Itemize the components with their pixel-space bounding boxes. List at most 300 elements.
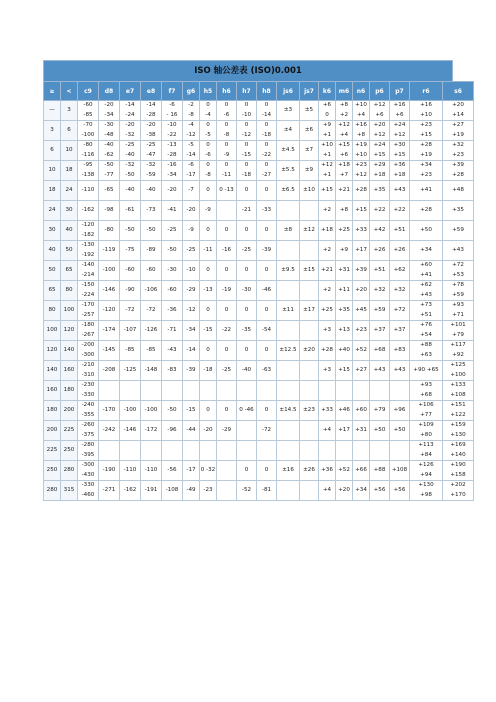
lower-deviation: -116 xyxy=(81,151,95,158)
tolerance-cell xyxy=(443,141,474,161)
upper-deviation: -72 xyxy=(146,306,156,313)
lower-deviation: -6 xyxy=(205,151,211,158)
tolerance-cell xyxy=(217,281,237,301)
tolerance-cell xyxy=(120,181,141,201)
tolerance-cell xyxy=(78,441,99,461)
upper-deviation: +17 xyxy=(338,426,350,433)
tolerance-cell xyxy=(217,341,237,361)
tolerance-cell xyxy=(257,321,277,341)
tolerance-cell xyxy=(319,161,336,181)
upper-deviation: +23 xyxy=(355,326,367,333)
upper-deviation: -4 xyxy=(188,122,194,129)
upper-deviation: ±12 xyxy=(303,226,315,233)
tolerance-cell xyxy=(370,301,390,321)
tolerance-cell xyxy=(120,201,141,221)
tolerance-cell xyxy=(162,441,183,461)
upper-deviation: +35 xyxy=(338,306,350,313)
upper-deviation: -33 xyxy=(261,206,272,213)
upper-deviation: -56 xyxy=(167,466,177,473)
lower-deviation: -355 xyxy=(81,411,95,418)
tolerance-cell xyxy=(183,481,200,501)
tolerance-cell xyxy=(336,121,353,141)
tolerance-cell xyxy=(410,381,443,401)
tolerance-table-container xyxy=(43,60,466,501)
upper-deviation: -191 xyxy=(144,486,158,493)
upper-deviation: 0 xyxy=(206,346,210,353)
upper-deviation: +108 xyxy=(391,466,408,473)
tolerance-cell xyxy=(443,101,474,121)
tolerance-cell xyxy=(183,241,200,261)
tolerance-cell xyxy=(257,141,277,161)
table-row xyxy=(44,361,474,381)
lower-deviation: -330 xyxy=(81,391,95,398)
table-row xyxy=(44,461,474,481)
upper-deviation: -110 xyxy=(81,186,95,193)
tolerance-cell xyxy=(237,361,257,381)
tolerance-cell xyxy=(141,241,162,261)
tolerance-cell xyxy=(217,241,237,261)
upper-deviation: +16 xyxy=(420,102,432,109)
tolerance-cell xyxy=(183,201,200,221)
tolerance-cell xyxy=(99,201,120,221)
tolerance-cell xyxy=(162,201,183,221)
upper-deviation: -14 xyxy=(146,102,156,109)
upper-deviation: +17 xyxy=(355,246,367,253)
upper-deviation: +83 xyxy=(393,346,406,353)
lower-deviation: -460 xyxy=(81,491,95,498)
tolerance-cell xyxy=(183,101,200,121)
upper-deviation: -106 xyxy=(144,286,158,293)
upper-deviation: -200 xyxy=(81,342,95,349)
tolerance-cell xyxy=(78,121,99,141)
upper-deviation: -80 xyxy=(104,226,114,233)
tolerance-cell xyxy=(141,101,162,121)
tolerance-cell xyxy=(120,101,141,121)
tolerance-cell xyxy=(200,341,217,361)
size-to-cell: 50 xyxy=(61,241,78,261)
upper-deviation: -172 xyxy=(144,426,158,433)
tolerance-cell xyxy=(141,181,162,201)
column-header: d8 xyxy=(99,82,120,101)
tolerance-cell xyxy=(410,441,443,461)
tolerance-cell xyxy=(162,161,183,181)
tolerance-cell xyxy=(237,241,257,261)
header-row xyxy=(44,82,474,101)
lower-deviation: -34 xyxy=(167,171,177,178)
upper-deviation: -22 xyxy=(221,326,232,333)
lower-deviation: -8 xyxy=(223,131,230,138)
upper-deviation: -96 xyxy=(167,426,177,433)
upper-deviation: -20 xyxy=(203,426,213,433)
upper-deviation: +51 xyxy=(373,266,386,273)
upper-deviation: -14 xyxy=(125,102,135,109)
column-header: h7 xyxy=(237,82,257,101)
upper-deviation: 0 xyxy=(206,226,210,233)
upper-deviation: -30 xyxy=(167,266,177,273)
upper-deviation: -180 xyxy=(81,322,95,329)
tolerance-cell xyxy=(99,461,120,481)
tolerance-cell xyxy=(443,421,474,441)
upper-deviation: -6 xyxy=(188,162,194,169)
size-to-cell: 40 xyxy=(61,221,78,241)
tolerance-cell xyxy=(336,281,353,301)
tolerance-cell xyxy=(277,381,300,401)
column-header: c9 xyxy=(78,82,99,101)
tolerance-cell xyxy=(390,221,410,241)
column-header: r6 xyxy=(410,82,443,101)
upper-deviation: -148 xyxy=(144,366,158,373)
tolerance-cell xyxy=(78,161,99,181)
tolerance-cell xyxy=(353,401,370,421)
upper-deviation: -23 xyxy=(203,486,213,493)
tolerance-cell xyxy=(319,441,336,461)
lower-deviation: -22 xyxy=(167,131,177,138)
upper-deviation: ±14.5 xyxy=(279,406,297,413)
column-header: s6 xyxy=(443,82,474,101)
tolerance-cell xyxy=(162,121,183,141)
size-from-cell: 40 xyxy=(44,241,61,261)
upper-deviation: +90 +65 xyxy=(413,366,439,373)
upper-deviation: +18 xyxy=(338,162,350,169)
lower-deviation: +15 xyxy=(373,151,386,158)
upper-deviation: 0 xyxy=(224,226,229,233)
tolerance-cell xyxy=(336,261,353,281)
tolerance-cell xyxy=(237,301,257,321)
upper-deviation: 0 xyxy=(206,102,210,109)
tolerance-cell xyxy=(217,361,237,381)
size-to-cell: 120 xyxy=(61,321,78,341)
column-header: p6 xyxy=(370,82,390,101)
table-row xyxy=(44,301,474,321)
upper-deviation: +16 xyxy=(393,102,406,109)
tolerance-cell xyxy=(277,461,300,481)
tolerance-cell xyxy=(353,241,370,261)
tolerance-cell xyxy=(336,341,353,361)
tolerance-cell xyxy=(319,421,336,441)
upper-deviation: ±11 xyxy=(282,306,294,313)
tolerance-cell xyxy=(237,221,257,241)
tolerance-cell xyxy=(370,241,390,261)
tolerance-cell xyxy=(141,461,162,481)
tolerance-cell xyxy=(120,381,141,401)
upper-deviation: +169 xyxy=(450,442,466,449)
tolerance-cell xyxy=(370,261,390,281)
tolerance-cell xyxy=(237,121,257,141)
upper-deviation: 0 xyxy=(244,142,249,149)
tolerance-cell xyxy=(183,421,200,441)
lower-deviation: -40 xyxy=(125,151,135,158)
upper-deviation: -50 xyxy=(146,226,156,233)
tolerance-cell xyxy=(78,201,99,221)
tolerance-cell xyxy=(78,421,99,441)
upper-deviation: +32 xyxy=(393,286,406,293)
tolerance-cell xyxy=(390,301,410,321)
tolerance-cell xyxy=(319,281,336,301)
tolerance-cell xyxy=(78,381,99,401)
tolerance-cell xyxy=(277,161,300,181)
tolerance-cell xyxy=(443,401,474,421)
upper-deviation: -208 xyxy=(102,366,116,373)
size-to-cell: 140 xyxy=(61,341,78,361)
tolerance-cell xyxy=(353,121,370,141)
upper-deviation: +62 xyxy=(393,266,406,273)
tolerance-cell xyxy=(336,161,353,181)
upper-deviation: +24 xyxy=(393,122,406,129)
tolerance-cell xyxy=(390,481,410,501)
tolerance-cell xyxy=(277,481,300,501)
tolerance-cell xyxy=(410,261,443,281)
upper-deviation: +202 xyxy=(450,482,466,489)
upper-deviation: +15 xyxy=(338,142,350,149)
lower-deviation: +1 xyxy=(322,151,332,158)
tolerance-cell xyxy=(237,321,257,341)
upper-deviation: +35 xyxy=(452,206,464,213)
upper-deviation: +30 xyxy=(393,142,406,149)
tolerance-cell xyxy=(99,381,120,401)
lower-deviation: -14 xyxy=(261,111,272,118)
upper-deviation: +59 xyxy=(452,226,464,233)
tolerance-cell xyxy=(319,141,336,161)
lower-deviation: -9 xyxy=(223,151,230,158)
upper-deviation: -162 xyxy=(81,206,95,213)
upper-deviation: +34 xyxy=(420,162,432,169)
upper-deviation: +8 xyxy=(339,102,349,109)
upper-deviation: 0 xyxy=(244,102,249,109)
tolerance-cell xyxy=(300,401,319,421)
upper-deviation: +73 xyxy=(420,302,432,309)
tolerance-cell xyxy=(141,441,162,461)
tolerance-cell xyxy=(200,181,217,201)
tolerance-cell xyxy=(120,361,141,381)
lower-deviation: +10 xyxy=(355,151,367,158)
upper-deviation: +106 xyxy=(418,402,434,409)
upper-deviation: +43 xyxy=(393,186,406,193)
lower-deviation: +1 xyxy=(322,131,332,138)
lower-deviation: -11 xyxy=(221,171,232,178)
upper-deviation: +39 xyxy=(355,266,367,273)
tolerance-cell xyxy=(370,161,390,181)
tolerance-cell xyxy=(443,381,474,401)
size-to-cell: 65 xyxy=(61,261,78,281)
upper-deviation: -40 xyxy=(125,186,135,193)
table-row xyxy=(44,241,474,261)
lower-deviation: +28 xyxy=(452,171,464,178)
size-from-cell: — xyxy=(44,101,61,121)
tolerance-cell xyxy=(336,181,353,201)
upper-deviation: +22 xyxy=(393,206,406,213)
tolerance-cell xyxy=(257,341,277,361)
tolerance-cell xyxy=(277,421,300,441)
lower-deviation: +23 xyxy=(452,151,464,158)
tolerance-cell xyxy=(443,261,474,281)
upper-deviation: +43 xyxy=(452,246,464,253)
upper-deviation: -85 xyxy=(125,346,135,353)
tolerance-cell xyxy=(120,421,141,441)
upper-deviation: +117 xyxy=(450,342,466,349)
lower-deviation: -47 xyxy=(146,151,156,158)
tolerance-cell xyxy=(120,281,141,301)
upper-deviation: -83 xyxy=(167,366,177,373)
upper-deviation: +3 xyxy=(322,366,332,373)
tolerance-cell xyxy=(200,361,217,381)
tolerance-cell xyxy=(443,161,474,181)
upper-deviation: +36 xyxy=(321,466,333,473)
lower-deviation: -17 xyxy=(186,171,196,178)
tolerance-cell xyxy=(257,201,277,221)
size-from-cell: 3 xyxy=(44,121,61,141)
upper-deviation: -41 xyxy=(167,206,177,213)
tolerance-cell xyxy=(99,221,120,241)
upper-deviation: 0 xyxy=(206,186,210,193)
upper-deviation: -46 xyxy=(261,286,272,293)
upper-deviation: +45 xyxy=(355,306,367,313)
tolerance-cell xyxy=(353,141,370,161)
tolerance-cell xyxy=(183,181,200,201)
tolerance-cell xyxy=(336,321,353,341)
upper-deviation: -40 xyxy=(104,142,114,149)
table-row xyxy=(44,181,474,201)
tolerance-cell xyxy=(300,121,319,141)
tolerance-cell xyxy=(353,101,370,121)
tolerance-cell xyxy=(217,461,237,481)
lower-deviation: -18 xyxy=(241,171,252,178)
tolerance-cell xyxy=(99,241,120,261)
tolerance-cell xyxy=(237,381,257,401)
upper-deviation: +2 xyxy=(322,246,332,253)
lower-deviation: +98 xyxy=(420,491,432,498)
upper-deviation: ±16 xyxy=(282,466,294,473)
tolerance-cell xyxy=(162,181,183,201)
lower-deviation: -27 xyxy=(261,171,272,178)
tolerance-cell xyxy=(277,361,300,381)
lower-deviation: -4 xyxy=(205,111,211,118)
lower-deviation: +84 xyxy=(420,451,432,458)
upper-deviation: -30 xyxy=(241,286,252,293)
upper-deviation: +20 xyxy=(338,486,350,493)
column-header: js6 xyxy=(277,82,300,101)
tolerance-cell xyxy=(277,401,300,421)
lower-deviation: +59 xyxy=(452,291,464,298)
tolerance-cell xyxy=(410,121,443,141)
upper-deviation: -119 xyxy=(102,246,116,253)
tolerance-cell xyxy=(78,261,99,281)
upper-deviation: 0 xyxy=(224,102,229,109)
upper-deviation: +32 xyxy=(373,286,386,293)
tolerance-cell xyxy=(353,201,370,221)
tolerance-cell xyxy=(319,461,336,481)
tolerance-cell xyxy=(277,321,300,341)
upper-deviation: 0 xyxy=(224,142,229,149)
upper-deviation: +34 xyxy=(420,246,432,253)
tolerance-cell xyxy=(390,121,410,141)
upper-deviation: +46 xyxy=(338,406,350,413)
lower-deviation: -32 xyxy=(125,131,135,138)
upper-deviation: -60 xyxy=(146,266,156,273)
upper-deviation: +12 xyxy=(373,102,386,109)
upper-deviation: +31 xyxy=(338,266,350,273)
upper-deviation: 0 xyxy=(244,346,249,353)
tolerance-cell xyxy=(443,181,474,201)
lower-deviation: -267 xyxy=(81,331,95,338)
lower-deviation: -50 xyxy=(125,171,135,178)
upper-deviation: -5 xyxy=(188,142,194,149)
table-row xyxy=(44,121,474,141)
lower-deviation: +77 xyxy=(420,411,432,418)
tolerance-cell xyxy=(200,221,217,241)
upper-deviation: +4 xyxy=(322,426,332,433)
tolerance-cell xyxy=(200,161,217,181)
upper-deviation: +159 xyxy=(450,422,466,429)
tolerance-cell xyxy=(257,121,277,141)
lower-deviation: -59 xyxy=(146,171,156,178)
lower-deviation: +140 xyxy=(450,451,466,458)
upper-deviation: +16 xyxy=(355,122,367,129)
upper-deviation: +27 xyxy=(452,122,464,129)
lower-deviation: +23 xyxy=(420,171,432,178)
tolerance-cell xyxy=(257,221,277,241)
lower-deviation: 0 xyxy=(325,111,329,118)
tolerance-cell xyxy=(183,281,200,301)
upper-deviation: +56 xyxy=(393,486,406,493)
size-from-cell: 24 xyxy=(44,201,61,221)
upper-deviation: 0 xyxy=(206,162,210,169)
upper-deviation: +88 xyxy=(373,466,386,473)
tolerance-cell xyxy=(277,341,300,361)
tolerance-cell xyxy=(99,121,120,141)
upper-deviation: +20 xyxy=(355,286,367,293)
lower-deviation: -24 xyxy=(125,111,135,118)
tolerance-cell xyxy=(162,481,183,501)
upper-deviation: -32 xyxy=(146,162,156,169)
size-to-cell: 3 xyxy=(61,101,78,121)
tolerance-cell xyxy=(237,181,257,201)
tolerance-cell xyxy=(120,441,141,461)
upper-deviation: +13 xyxy=(338,326,350,333)
upper-deviation: +2 xyxy=(322,286,332,293)
upper-deviation: 0 xyxy=(264,122,269,129)
tolerance-cell xyxy=(390,261,410,281)
upper-deviation: +88 xyxy=(420,342,432,349)
upper-deviation: 0 xyxy=(206,266,210,273)
lower-deviation: +54 xyxy=(420,331,432,338)
tolerance-cell xyxy=(217,441,237,461)
size-to-cell: 18 xyxy=(61,161,78,181)
upper-deviation: +37 xyxy=(393,326,406,333)
tolerance-cell xyxy=(410,281,443,301)
lower-deviation: -28 xyxy=(167,151,177,158)
tolerance-cell xyxy=(277,201,300,221)
tolerance-cell xyxy=(162,141,183,161)
lower-deviation: +12 xyxy=(373,131,386,138)
tolerance-cell xyxy=(78,321,99,341)
upper-deviation: 0 xyxy=(206,142,210,149)
tolerance-cell xyxy=(200,301,217,321)
upper-deviation: +43 xyxy=(393,366,406,373)
tolerance-cell xyxy=(300,461,319,481)
tolerance-cell xyxy=(277,281,300,301)
upper-deviation: -110 xyxy=(144,466,158,473)
tolerance-cell xyxy=(141,421,162,441)
upper-deviation: -35 xyxy=(241,326,252,333)
upper-deviation: ±9.5 xyxy=(281,266,295,273)
size-from-cell: 200 xyxy=(44,421,61,441)
lower-deviation: -10 xyxy=(241,111,252,118)
column-header: n6 xyxy=(353,82,370,101)
tolerance-cell xyxy=(217,121,237,141)
tolerance-cell xyxy=(370,281,390,301)
tolerance-cell xyxy=(183,401,200,421)
upper-deviation: 0 -46 xyxy=(239,406,254,413)
